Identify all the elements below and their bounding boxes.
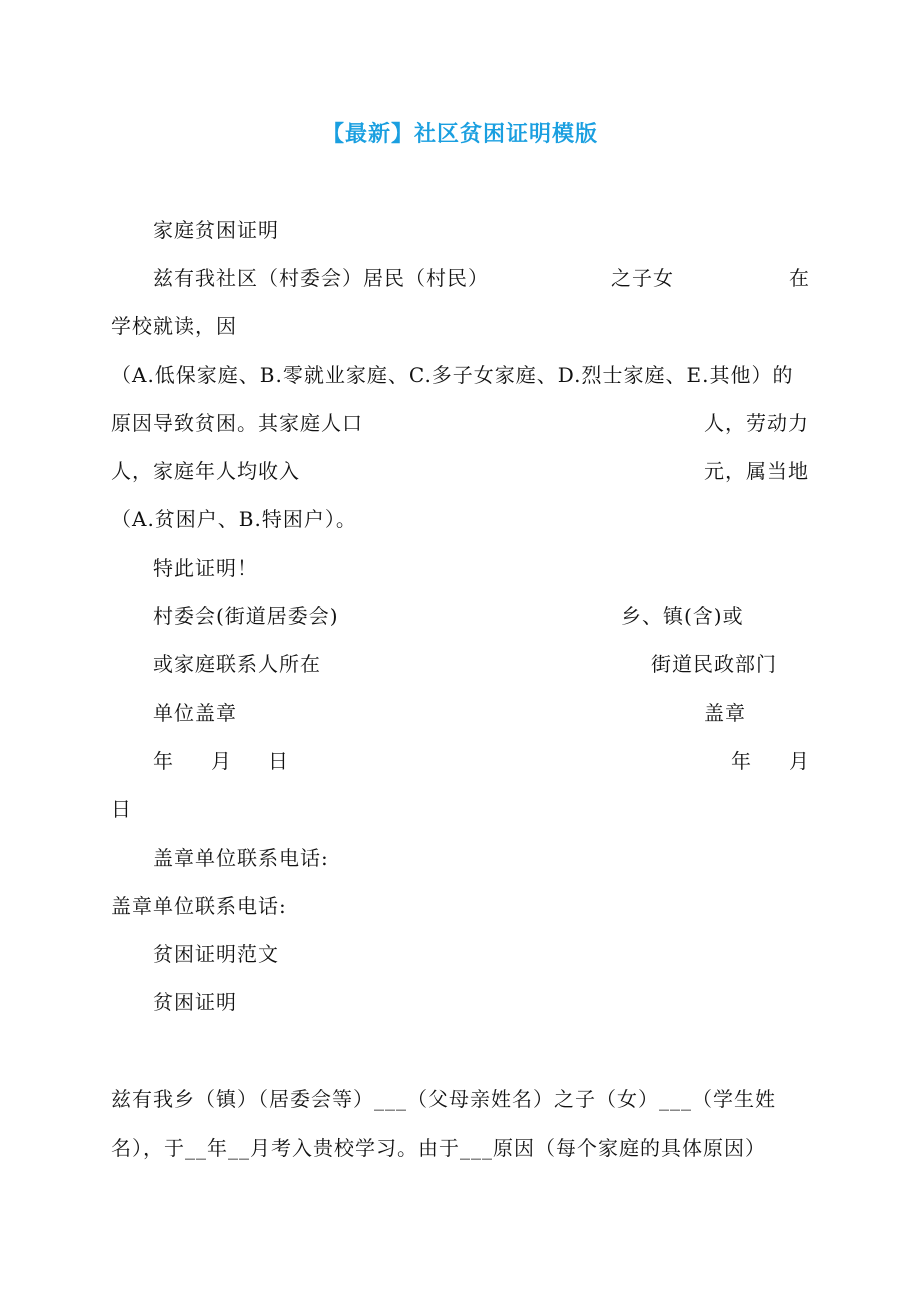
date-month-label: 月 [211, 749, 232, 773]
certificate-heading: 家庭贫困证明 [153, 218, 279, 242]
local-text: 元，属当地 [704, 459, 809, 483]
sample-paragraph-line-1: 兹有我乡（镇）（居委会等）___（父母亲姓名）之子（女）___（学生姓 [111, 1087, 776, 1111]
intro-children-text: 之子女 [611, 266, 674, 290]
unit-seal-label: 单位盖章 [153, 701, 237, 725]
family-contact-label: 或家庭联系人所在 [153, 652, 321, 676]
sample-paragraph-line-2: 名），于__年__月考入贵校学习。由于___原因（每个家庭的具体原因） [111, 1136, 766, 1160]
school-text: 学校就读，因 [111, 314, 237, 338]
township-label: 乡、镇(含)或 [621, 604, 744, 628]
income-text: 人，家庭年人均收入 [111, 459, 300, 483]
village-committee-label: 村委会(街道居委会) [153, 604, 339, 628]
sample-title: 贫困证明范文 [153, 942, 279, 966]
labor-text: 人，劳动力 [704, 411, 809, 435]
right-date-year-label: 年 [731, 749, 752, 773]
date-year-label: 年 [153, 749, 174, 773]
page-title: 【最新】社区贫困证明模版 [321, 122, 598, 147]
intro-text: 兹有我社区（村委会）居民（村民） [153, 266, 489, 290]
seal-phone-label-2: 盖章单位联系电话: [111, 894, 287, 918]
options-text: （A.低保家庭、B.零就业家庭、C.多子女家庭、D.烈士家庭、E.其他）的 [111, 363, 794, 387]
category-text: （A.贫困户、B.特困户）。 [111, 507, 357, 531]
seal-label: 盖章 [704, 701, 746, 725]
right-date-month-label: 月 [789, 749, 810, 773]
sample-subtitle: 贫困证明 [153, 990, 237, 1014]
intro-at-text: 在 [789, 266, 810, 290]
civil-affairs-label: 街道民政部门 [651, 652, 777, 676]
date-day-label: 日 [268, 749, 289, 773]
closing-text: 特此证明！ [153, 556, 258, 580]
right-date-day-label: 日 [111, 797, 132, 821]
population-text: 原因导致贫困。其家庭人口 [111, 411, 363, 435]
seal-phone-label-1: 盖章单位联系电话: [153, 846, 329, 870]
